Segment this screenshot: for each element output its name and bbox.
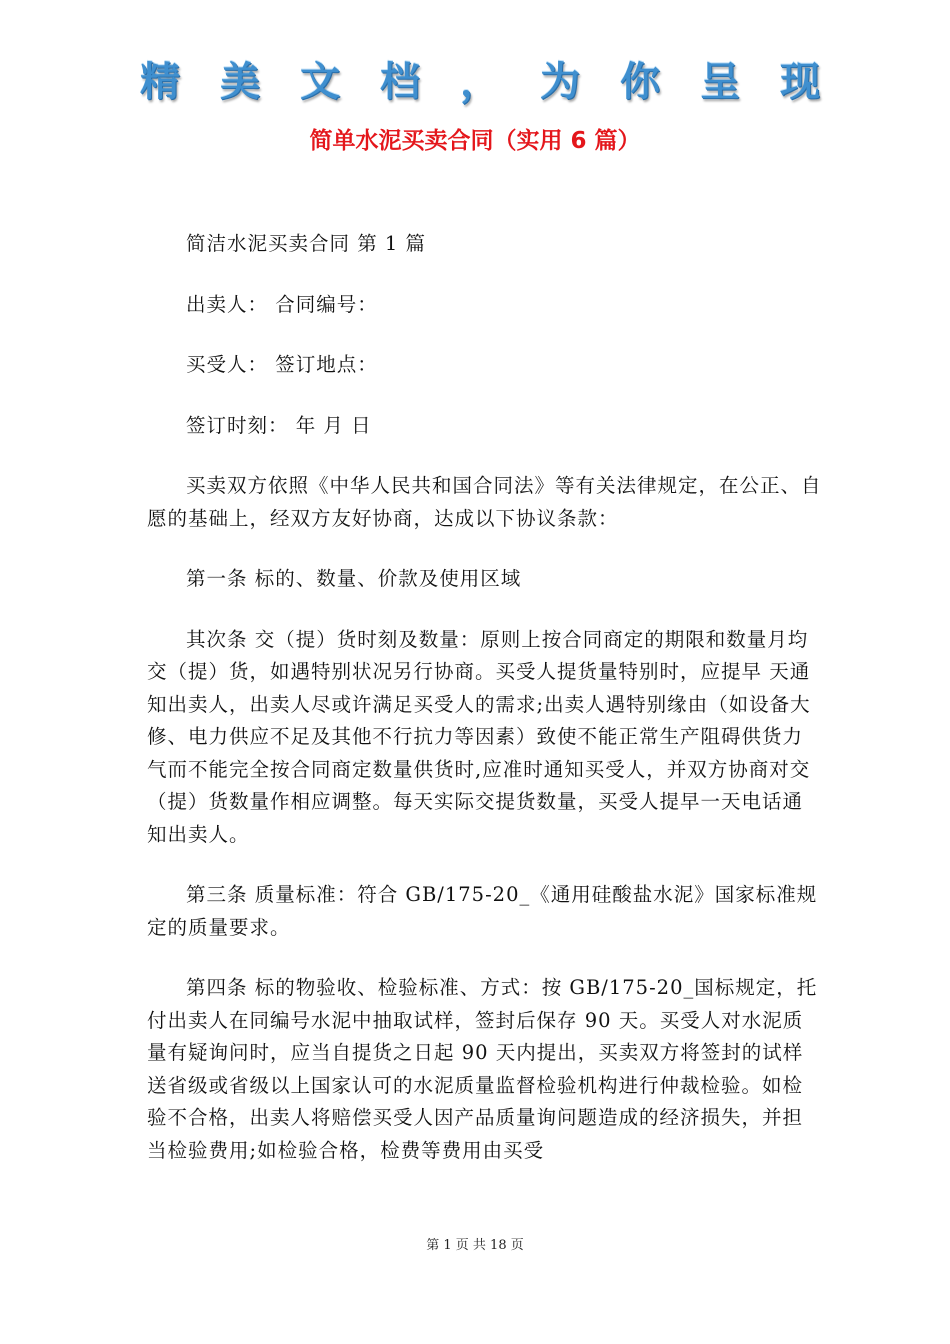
- banner-char: 呈: [700, 59, 740, 105]
- article-2: 其次条 交（提）货时刻及数量：原则上按合同商定的期限和数量月均交（提）货，如遇特别状况另行协商。买受人提货量特别时，应提早 天通知出卖人，出卖人尽或许满足买受人的需求;出卖人遇特别缘由（如设备大修、电力供应不足及其他不行抗力等因素）致使不能正常生产阻碍供货力气而不能完全按合同商定数量供货时,应准时通知买受人，并双方协商对交（提）货数量作相应调整。每天实际交提货数量，买受人提早一天电话通知出卖人。: [147, 627, 811, 846]
- banner-char: ，: [460, 59, 500, 105]
- banner-char: 现: [780, 59, 820, 105]
- banner-char: 文: [300, 59, 340, 105]
- banner-char: 你: [620, 59, 660, 105]
- seller-line: 出卖人： 合同编号：: [186, 292, 378, 316]
- banner-char: 档: [380, 59, 420, 105]
- buyer-line: 买受人： 签订地点：: [186, 353, 378, 376]
- banner-char: 美: [220, 59, 260, 105]
- article-3: 第三条 质量标准：符合 GB/175-20_《通用硅酸盐水泥》国家标准规定的质量要求。: [147, 883, 818, 939]
- banner-char: 为: [540, 59, 580, 105]
- document-title: 简单水泥买卖合同（实用 6 篇）: [309, 128, 641, 154]
- article-4: 第四条 标的物验收、检验标准、方式：按 GB/175-20_国标规定，托付出卖人在同编号水泥中抽取试样，签封后保存 90 天。买受人对水泥质量有疑询问时，应当自提货之日起 90 天内提出，买卖双方将签封的试样送省级或省级以上国家认可的水泥质量监督检验机构进行仲裁检验。如检验不合格，出卖人将赔偿买受人因产品质量询问题造成的经济损失，并担当检验费用;如检验合格，检费等费用由买受: [147, 976, 818, 1162]
- section-heading: 简洁水泥买卖合同 第 1 篇: [186, 232, 427, 255]
- banner-char: 精: [140, 59, 180, 105]
- page-footer: 第 1 页 共 18 页: [426, 1238, 524, 1253]
- signing-date-line: 签订时刻： 年 月 日: [186, 413, 372, 437]
- document-body: [147, 228, 823, 1195]
- article-1: 第一条 标的、数量、价款及使用区域: [186, 567, 522, 590]
- preamble-paragraph: 买卖双方依照《中华人民共和国合同法》等有关法律规定，在公正、自愿的基础上，经双方友好协商，达成以下协议条款：: [147, 474, 822, 530]
- watermark-banner: [140, 52, 820, 112]
